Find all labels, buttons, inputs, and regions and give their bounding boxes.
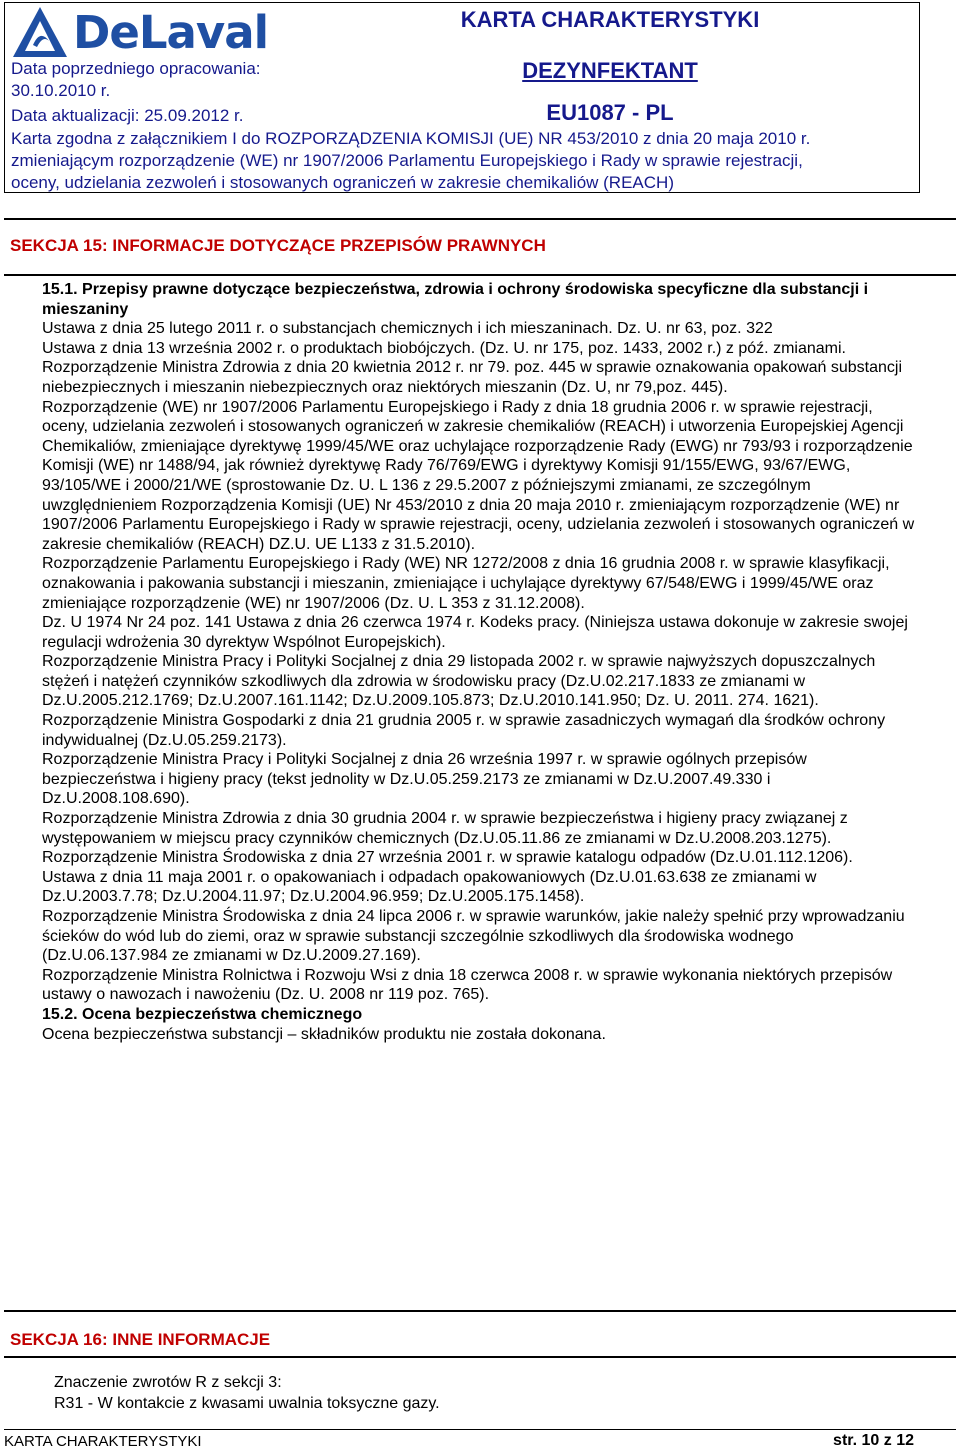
regulation-item: Rozporządzenie Ministra Pracy i Polityki Socjalnej z dnia 29 listopada 2002 r. w sprawie najwyższych dopuszczalnych stężeń i natężeń czynników szkodliwych dla zdrowia w środowisku pracy (Dz.U.02.217.1833 ze zmianami w Dz.U.2005.212.1769; Dz.U.2007.161.1142; Dz.U.2009.105.873; Dz.U.2010.141.950; Dz. U. 2011. 274. 1621). <box>42 653 876 710</box>
update-date: Data aktualizacji: 25.09.2012 r. <box>11 106 244 125</box>
regulation-item: Rozporządzenie Ministra Zdrowia z dnia 30 grudnia 2004 r. w sprawie bezpieczeństwa i higieny pracy związanej z występowaniem w miejscu pracy czynników chemicznych (Dz.U.05.11.86 ze zmianami w Dz.U.2008.203.1275). <box>42 810 848 847</box>
regulation-item: Rozporządzenie (WE) nr 1907/2006 Parlamentu Europejskiego i Rady z dnia 18 grudnia 2006 r. w sprawie rejestracji, oceny, udzielania zezwoleń i stosowanych ograniczeń w zakresie chemikaliów (REACH) i utworzenia Europejskiej Agencji Chemikaliów, zmieniające dyrektywę 1999/45/WE oraz uchylające rozporządzenie Rady (EWG) nr 793/93 i rozporządzenie Komisji (WE) nr 1488/94, jak również dyrektywę Rady 76/769/EWG i dyrektywy Komisji 91/155/EWG, 93/67/EWG, 93/105/WE i 2000/21/WE (sprostowanie Dz. U. L 136 z 29.5.2007 z późniejszymi zmianami, ze szczególnym uwzględnieniem Rozporządzenia Komisji (UE) Nr 453/2010 z dnia 20 maja 2010 r. zmieniającym rozporządzenie (WE) nr 1907/2006 Parlamentu Europejskiego i Rady w sprawie rejestracji, oceny, udzielania zezwoleń i stosowanych ograniczeń w zakresie chemikaliów (REACH) DZ.U. UE L133 z 31.5.2010). <box>42 398 915 553</box>
logo-text: DeLaval <box>73 5 269 59</box>
document-header <box>4 2 920 193</box>
regulation-item: Rozporządzenie Ministra Środowiska z dnia 27 września 2001 r. w sprawie katalogu odpadów (Dz.U.01.112.1206). <box>42 849 853 867</box>
compliance-line: Karta zgodna z załącznikiem I do ROZPORZĄDZENIA KOMISJI (UE) NR 453/2010 z dnia 20 maja 2010 r. <box>11 129 811 148</box>
product-name: DEZYNFEKTANT <box>522 58 698 83</box>
subsection-15-2-title: 15.2. Ocena bezpieczeństwa chemicznego <box>42 1005 363 1023</box>
regulation-item: Ustawa z dnia 13 września 2002 r. o produktach biobójczych. (Dz. U. nr 175, poz. 1433, 2002 r.) z póź. zmianami. <box>42 339 846 357</box>
regulation-item: Rozporządzenie Ministra Zdrowia z dnia 20 kwietnia 2012 r. nr 79. poz. 445 w sprawie oznakowania opakowań substancji niebezpiecznych i mieszanin niebezpiecznych oraz niektórych mieszanin (Dz. U, nr 79,poz. 445). <box>42 359 903 396</box>
regulation-item: Rozporządzenie Parlamentu Europejskiego i Rady (WE) NR 1272/2008 z dnia 16 grudnia 2008 r. w sprawie klasyfikacji, oznakowania i pakowania substancji i mieszanin, zmieniające i uchylające dyrektywy 67/548/EWG i 1999/45/WE oraz zmieniające rozporządzenie (WE) nr 1907/2006 (Dz. U. L 353 z 31.12.2008). <box>42 555 890 612</box>
section-16-heading <box>4 1310 956 1358</box>
section-16-content <box>54 1372 914 1414</box>
page-number: str. 10 z 12 <box>833 1432 914 1449</box>
regulation-item: Rozporządzenie Ministra Rolnictwa i Rozwoju Wsi z dnia 18 czerwca 2008 r. w sprawie wykonania niektórych przepisów ustawy o nawozach i nawożeniu (Dz. U. 2008 nr 119 poz. 765). <box>42 966 893 1004</box>
section-15-heading <box>4 218 956 276</box>
r-phrases-label: Znaczenie zwrotów R z sekcji 3: <box>54 1374 282 1391</box>
regulation-item: Rozporządzenie Ministra Pracy i Polityki Socjalnej z dnia 26 września 1997 r. w sprawie ogólnych przepisów bezpieczeństwa i higieny pracy (tekst jednolity w Dz.U.05.259.2173 ze zmianami w Dz.U.2007.49.330 i Dz.U.2008.108.690). <box>42 751 807 808</box>
safety-assessment-text: Ocena bezpieczeństwa substancji – składników produktu nie została dokonana. <box>42 1025 606 1043</box>
delaval-emblem-icon <box>11 5 69 59</box>
regulation-item: Ustawa z dnia 25 lutego 2011 r. o substancjach chemicznych i ich mieszaninach. Dz. U. nr 63, poz. 322 <box>42 320 773 338</box>
previous-date-label: Data poprzedniego opracowania: <box>11 59 261 78</box>
delaval-logo <box>11 5 301 59</box>
document-title: KARTA CHARAKTERYSTYKI <box>460 7 760 32</box>
regulation-item: Dz. U 1974 Nr 24 poz. 141 Ustawa z dnia 26 czerwca 1974 r. Kodeks pracy. (Niniejsza ustawa dokonuje w zakresie swojej regulacji wdrożenia 30 dyrektyw Wspólnot Europejskich). <box>42 614 908 651</box>
subsection-15-1-title: 15.1. Przepisy prawne dotyczące bezpieczeństwa, zdrowia i ochrony środowiska specyficzne dla substancji i mieszaniny <box>42 281 869 318</box>
footer-divider <box>4 1429 956 1430</box>
previous-date-value: 30.10.2010 r. <box>11 81 111 100</box>
section-15-title: SEKCJA 15: INFORMACJE DOTYCZĄCE PRZEPISÓW PRAWNYCH <box>10 236 546 255</box>
section-15-content <box>42 280 922 1044</box>
document-code: EU1087 - PL <box>546 100 674 125</box>
r31-phrase: R31 - W kontakcie z kwasami uwalnia toksyczne gazy. <box>54 1395 440 1412</box>
compliance-line: oceny, udzielania zezwoleń i stosowanych ograniczeń w zakresie chemikaliów (REACH) <box>11 173 674 192</box>
section-16-title: SEKCJA 16: INNE INFORMACJE <box>10 1330 271 1349</box>
regulation-item: Rozporządzenie Ministra Gospodarki z dnia 21 grudnia 2005 r. w sprawie zasadniczych wymagań dla środków ochrony indywidualnej (Dz.U.05.259.2173). <box>42 712 886 749</box>
footer-title: KARTA CHARAKTERYSTYKI <box>4 1433 202 1450</box>
regulation-item: Rozporządzenie Ministra Środowiska z dnia 24 lipca 2006 r. w sprawie warunków, jakie należy spełnić przy wprowadzaniu ścieków do wód lub do ziemi, oraz w sprawie substancji szczególnie szkodliwych dla środowiska wodnego (Dz.U.06.137.984 ze zmianami w Dz.U.2009.27.169). <box>42 908 905 965</box>
compliance-line: zmieniającym rozporządzenie (WE) nr 1907/2006 Parlamentu Europejskiego i Rady w sprawie rejestracji, <box>11 151 803 170</box>
regulation-item: Ustawa z dnia 11 maja 2001 r. o opakowaniach i odpadach opakowaniowych (Dz.U.01.63.638 ze zmianami w Dz.U.2003.7.78; Dz.U.2004.11.97; Dz.U.2004.96.959; Dz.U.2005.175.1458). <box>42 868 817 906</box>
